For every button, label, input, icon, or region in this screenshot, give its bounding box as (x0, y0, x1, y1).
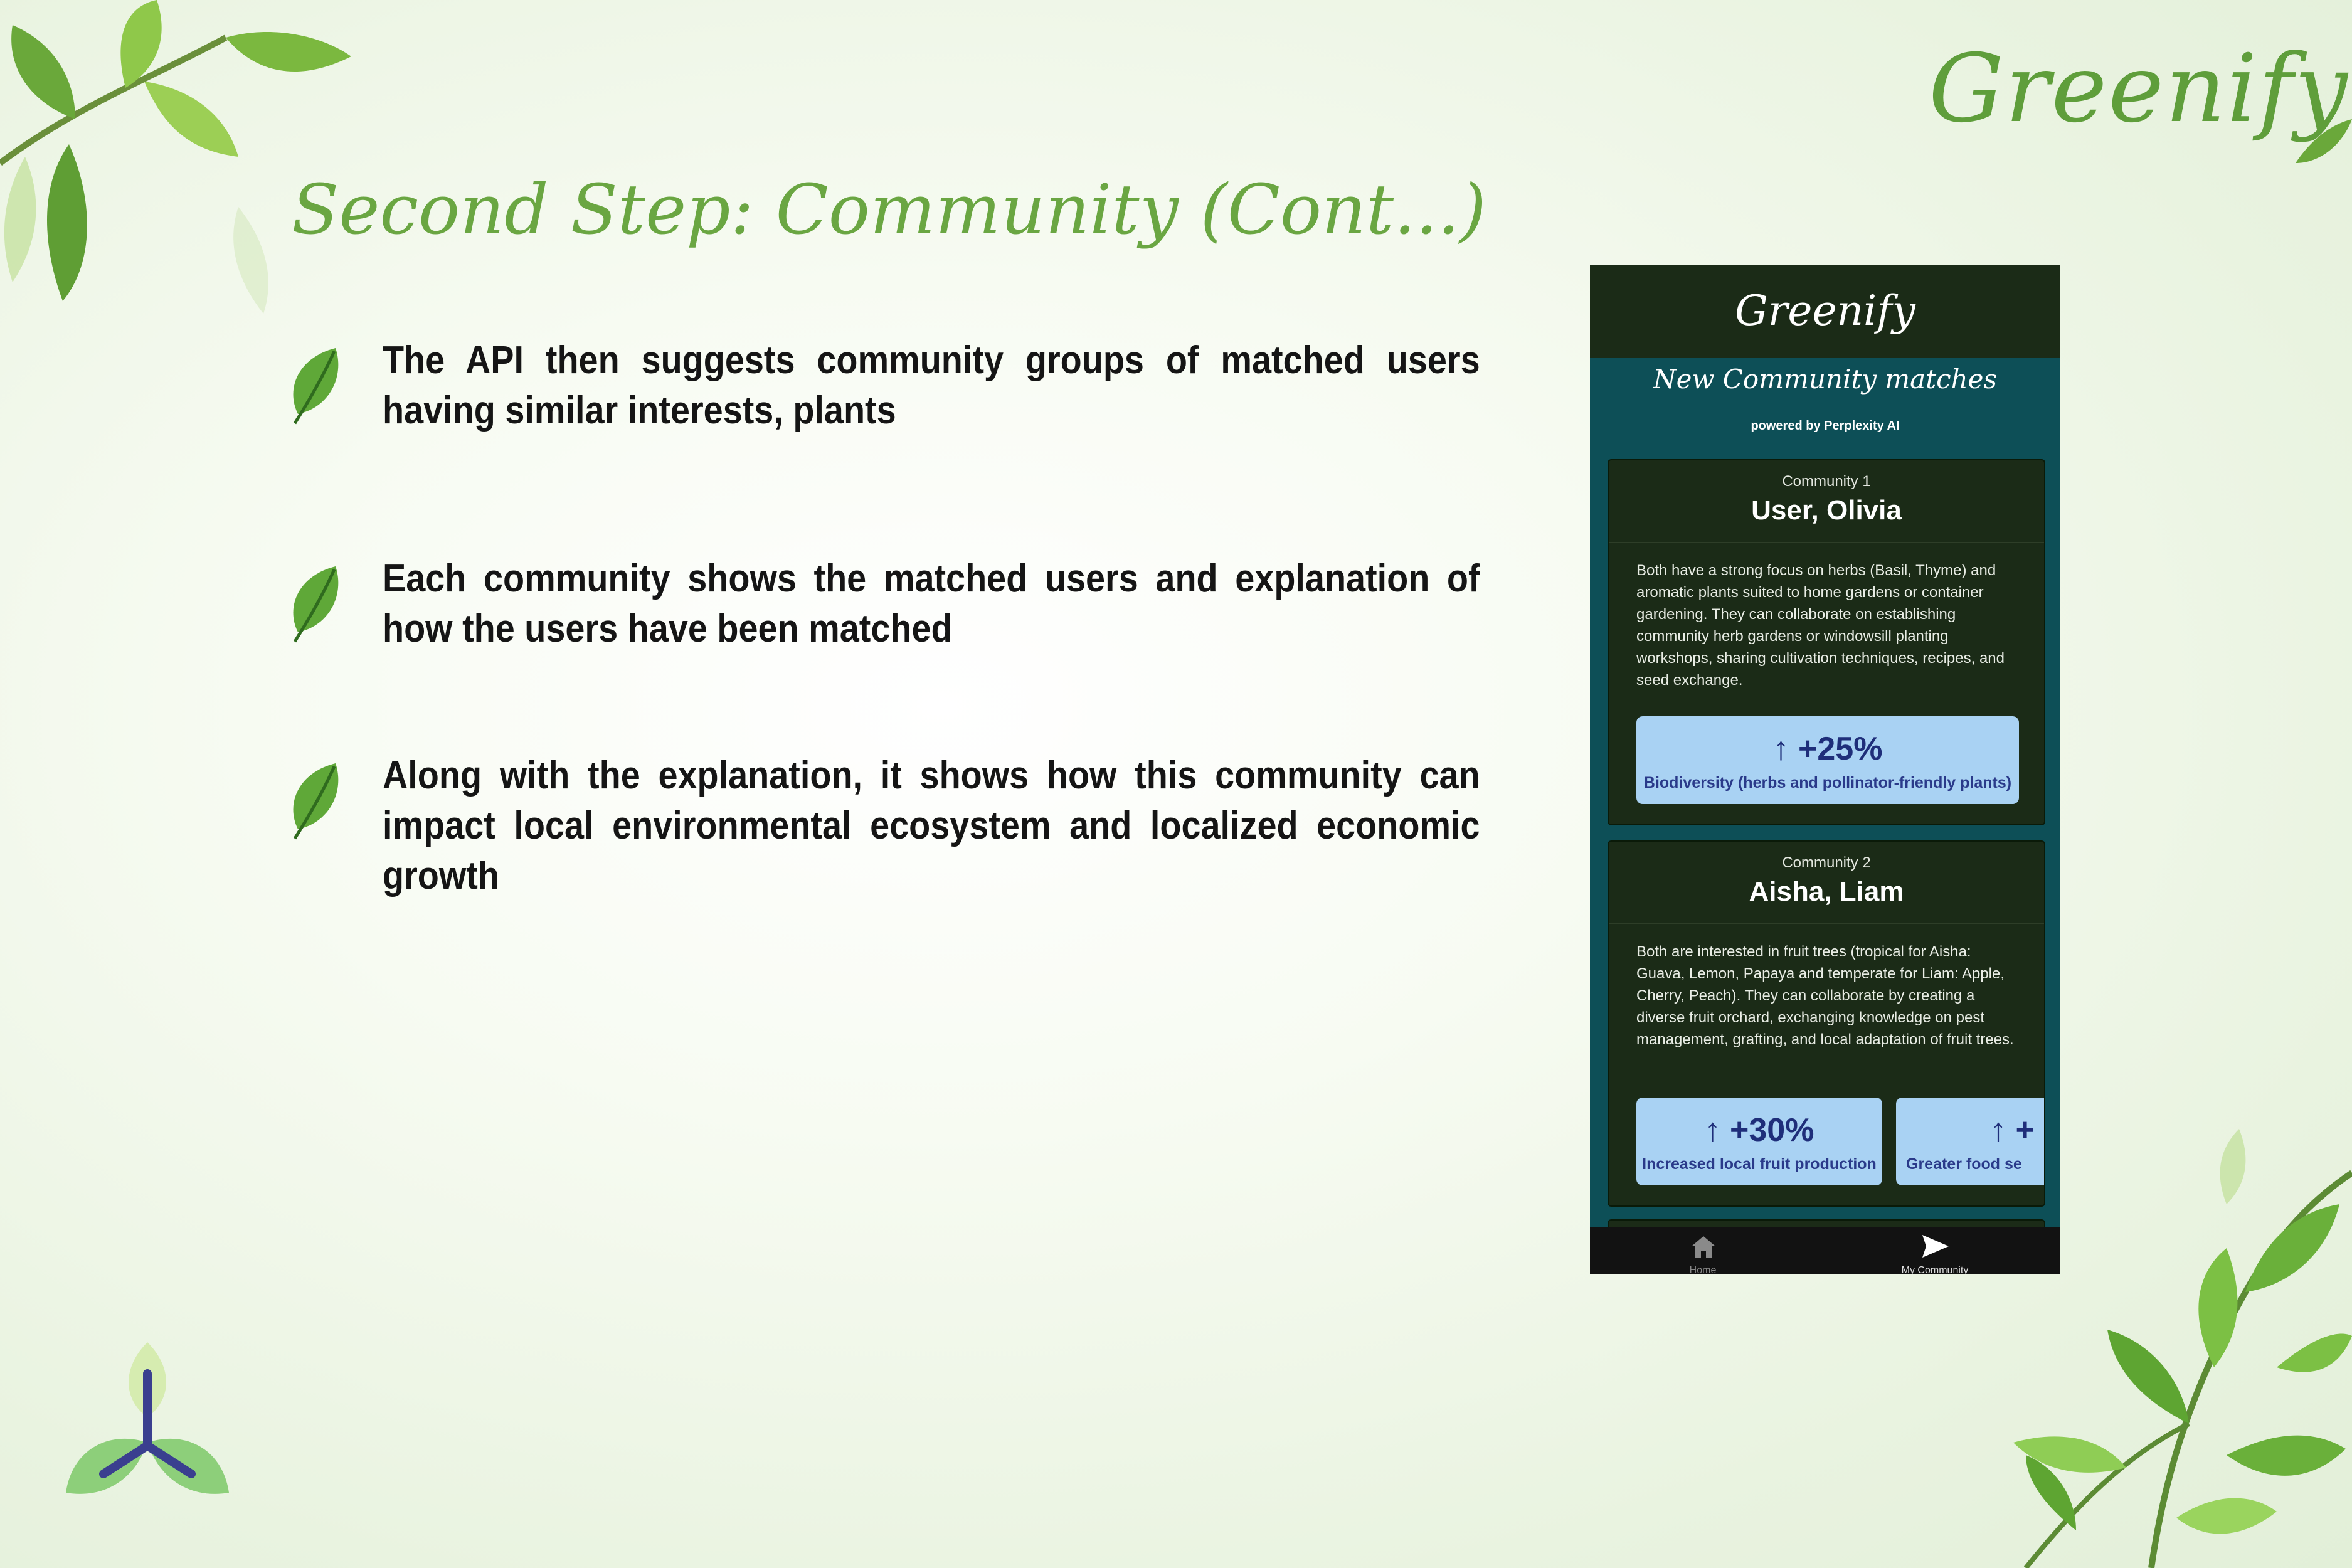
home-icon (1690, 1235, 1717, 1259)
impact-label: Biodiversity (herbs and pollinator-friendly plants) (1643, 774, 2012, 792)
bullet-text: Each community shows the matched users and explanation of how the users have been matched (383, 557, 1480, 650)
community-label: Community 2 (1782, 854, 1871, 871)
leaf-bullet-icon (285, 563, 342, 645)
community-description: Both are interested in fruit trees (tropical for Aisha: Guava, Lemon, Papaya and temperate for Liam: Apple, Cherry, Peach). They can collaborate by creating a diverse fruit orchard, exchanging knowledge on pest management, grafting, and local adaptation of fruit trees. (1636, 943, 2014, 1048)
impact-card (1636, 1098, 1882, 1185)
impact-value: ↑ +30% (1704, 1112, 1814, 1148)
impact-value: ↑ +25% (1772, 731, 1883, 767)
leaf-bullet-icon (285, 345, 342, 426)
community-card[interactable] (1608, 840, 2045, 1207)
nav-label: My Community (1901, 1265, 1969, 1274)
leaf-bullet-icon (285, 760, 342, 842)
community-card-partial[interactable] (1608, 1219, 2045, 1227)
leaves-decoration-top-left (0, 0, 376, 326)
brand-wordmark: Greenify (1929, 34, 2349, 144)
section-title: New Community matches (1653, 364, 1998, 395)
impact-card (1636, 716, 2019, 804)
impact-card (1896, 1098, 2044, 1185)
phone-screenshot (1590, 265, 2060, 1274)
nav-item-my-community[interactable] (1872, 1227, 1998, 1274)
nav-item-home[interactable] (1640, 1227, 1766, 1274)
send-icon (1921, 1234, 1950, 1259)
phone-scroll-area[interactable] (1590, 265, 2060, 1227)
community-users: User, Olivia (1751, 495, 1902, 526)
card-divider (1609, 542, 2044, 543)
community-users: Aisha, Liam (1749, 876, 1904, 907)
impact-label: Increased local fruit production (1642, 1155, 1877, 1173)
bullet-text: The API then suggests community groups of matched users having similar interests, plants (383, 339, 1480, 432)
nav-label: Home (1689, 1265, 1717, 1274)
community-label: Community 1 (1782, 473, 1871, 490)
powered-by-label: powered by Perplexity AI (1751, 419, 1900, 433)
impact-value: ↑ + (1990, 1112, 2035, 1148)
community-description: Both have a strong focus on herbs (Basil, Thyme) and aromatic plants suited to home gardens or container gardening. They can collaborate on establishing community herb gardens or windowsill planting workshops, sharing cultivation techniques, recipes, and seed exchange. (1636, 562, 2005, 689)
impact-label: Greater food se (1906, 1155, 2022, 1173)
app-header-title: Greenify (1590, 265, 2060, 358)
slide-title: Second Step: Community (Cont...) (292, 169, 1486, 250)
card-divider (1609, 923, 2044, 924)
bullet-text: Along with the explanation, it shows how this community can impact local environmental ecosystem and localized economic growth (383, 754, 1480, 898)
greenify-logo (60, 1342, 235, 1499)
community-card[interactable] (1608, 459, 2045, 825)
bottom-nav (1590, 1227, 2060, 1274)
